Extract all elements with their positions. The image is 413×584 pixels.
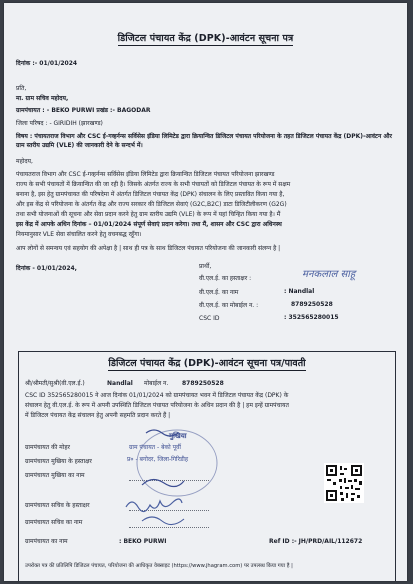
footer-note: उपरोक्त पत्र की प्रतिलिपि डिजिटल पंचायत, परियोजना की आधिकृत वेबसाइट (https://www.jhagram.com) पर उपलब्ध किया गया है | [25, 563, 293, 569]
sachiv-name-label: ग्रामपंचायत सचिव का नाम [25, 519, 83, 526]
vle-name-label: वी.एल.ई. का नाम [199, 289, 239, 296]
vle-name-value: : Nandlal [284, 288, 315, 295]
sachiv-signature-icon [122, 495, 212, 529]
ack-title: डिजिटल पंचायत केंद्र (DPK)-आवंटन सूचना पत्र/पावती [108, 358, 306, 369]
date-line: दिनांक :- 01/01/2024 [16, 60, 78, 67]
body-line-7: नियमानुसार VLE सेवा संचालित करने हेतु वचनबद्ध रहूँगा। [16, 231, 142, 238]
panchayat-name-value: : BEKO PURWI [119, 538, 167, 545]
csc-id-label: CSC ID [199, 315, 220, 322]
ref-id: Ref ID :- JH/PRD/AIL/112672 [269, 538, 363, 545]
district-line: जिला परिषद : - GIRIDIH (झारखण्ड) [16, 120, 103, 127]
mukhiya-name-label: ग्रामपंचायत मुखिया का नाम [25, 472, 85, 479]
sender-date: दिनांक - 01/01/2024, [16, 265, 77, 272]
seal-label: ग्रामपंचायत की मोहर [25, 444, 70, 451]
document-page [4, 3, 407, 581]
body-line-5: तथा सभी योजनाओं की सूचना और सेवा प्रदान करने हेतु ग्राम स्तरीय उद्यमि (VLE) के रूप में यहां चिन्हित किया गया है। मैं [16, 211, 281, 218]
addressee-to: प्रति, [16, 85, 27, 92]
mukhiya-sign-label: ग्रामपंचायत मुखिया के हस्ताक्षर [25, 458, 92, 465]
panchayat-name-label: ग्रामपंचायत का नाम [25, 538, 68, 545]
ack-line-4: में डिजिटल पंचायत केंद्र संचालन हेतु अपनी सहमति प्रदान करते हैं | [25, 412, 171, 419]
sachiv-sign-label: ग्रामपंचायत सचिव के हस्ताक्षर [25, 502, 90, 509]
ack-vle-label: श्री/श्रीमती/सुश्री(वी.एल.ई.) [25, 380, 85, 387]
seal-stamp-icon [132, 423, 222, 503]
subject-line: विषय : पंचायतराज विभाग और CSC ई-गव्हर्नन्स सर्विसेस इंडिया लिमिटेड द्वारा क्रियान्वित डिजिटल पंचायत परियोजना के तहत डिजिटल पंचायत केंद्र (DPK)-आवंटन और ग्राम स्तरीय उद्यमि (VLE) की जानकारी देने के सन्दर्भ में। [16, 133, 392, 149]
body-line-4: और इस केंद्र से परियोजना के अंतर्गत केंद्र और राज्य सरकार की डिजिटल सेवाएं (G2C,B2C) डाटा डिजिटीलीकरण (G2G) [16, 201, 287, 208]
vle-mobile-label: वी.एल.ई. का मोबाईल न. : [199, 302, 259, 309]
sender-label: प्रार्थी, [199, 263, 212, 270]
vle-mobile-value: 8789250528 [291, 301, 333, 308]
salutation: महोदय, [16, 158, 33, 165]
vle-signature: मनकलाल साहू [302, 269, 356, 280]
ack-mobile-value: 8789250528 [182, 380, 224, 387]
ack-line-3: संचालन हेतु वी.एल.ई. के रूप में अपनी उपस्थिति डिजिटल पंचायत परियोजना के अधिन प्रदान की है | हम इन्हें ग्रामपंचायत [25, 402, 289, 409]
seal-title: मुखिया [169, 432, 187, 440]
body-line-2: राज्य के सभी पंचायतों में क्रियान्वित की जा रही है। जिसके अंतर्गत राज्य के सभी पंचायतों को डिजिटल पंचायत के रूप में सक्षम [16, 181, 291, 188]
csc-id-value: : 352565280015 [284, 314, 339, 321]
vle-signature-label: वी.एल.ई. का हस्ताक्षर : [199, 275, 252, 282]
ack-vle-name: Nandlal [107, 380, 133, 387]
seal-line-2: प्र० - बगोदर, जिला-गिरिडीह [127, 456, 189, 463]
seal-line-1: ग्राम पंचायत - बेको पूर्वी [129, 444, 181, 451]
ack-mobile-label: मोबाईल न. [144, 380, 169, 387]
closing-note: आप लोगों से समन्वय एवं सहयोग की अपेक्षा है | साथ ही पत्र के साथ डिजिटल पंचायत परियोजना की जानकारी संलग्न है | [16, 245, 281, 252]
body-line-6: इस केंद्र में आपके अधिन दिनांक – 01/01/2024 संपूर्ण सेवाएं प्रदान करेगा। तथा मैं, शासन और CSC द्वारा अधिनस्थ [16, 221, 282, 228]
qr-code-icon [324, 463, 364, 503]
document-title: डिजिटल पंचायत केंद्र (DPK)-आवंटन सूचना पत्र [117, 33, 294, 44]
body-line-3: बनाना है, इस हेतु ग्रामपंचायत की परिषदेमा में अंतर्गत डिजिटल पंचायत केंद्र (DPK) संचालन के लिए प्रस्तावित किया गया है, [16, 191, 285, 198]
addressee-role: मा. ग्राम सचिव महोदय, [16, 95, 69, 102]
ack-line-2: CSC ID 352565280015 ने आज दिनांक 01/01/2024 को ग्रामपंचायत भवन में डिजिटल पंचायत केंद्र (DPK) के [25, 392, 289, 399]
panchayat-line: ग्रामपंचायत : - BEKO PURWI प्रखंड :- BAGODAR [16, 107, 151, 114]
body-line-1: पंचायतराज विभाग और CSC ई-गव्हर्नन्स सर्विसेस इंडिया लिमिटेड द्वारा क्रियान्वित डिजिटल पंचायत परियोजना झारखण्ड [16, 171, 275, 178]
